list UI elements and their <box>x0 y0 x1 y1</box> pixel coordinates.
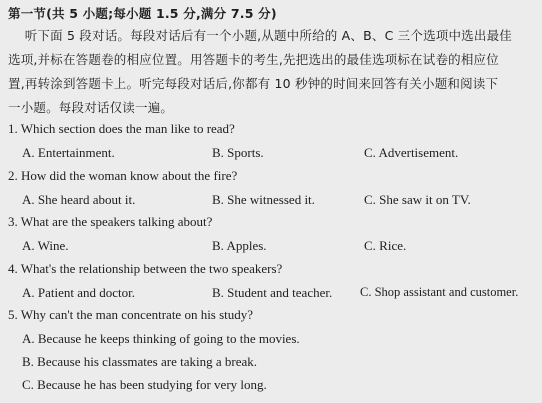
question-3-option-b[interactable]: B. Apples. <box>212 238 267 253</box>
question-3-option-a[interactable]: A. Wine. <box>22 238 69 253</box>
instruction-line: 选项,并标在答题卷的相应位置。用答题卡的考生,先把选出的最佳选项标在试卷的相应位 <box>8 52 499 67</box>
question-2-option-a[interactable]: A. She heard about it. <box>22 192 136 207</box>
question-2-option-b[interactable]: B. She witnessed it. <box>212 192 315 207</box>
question-5-option-c[interactable]: C. Because he has been studying for very long. <box>22 377 267 392</box>
instruction-line: 置,再转涂到答题卡上。听完每段对话后,你都有 10 秒钟的时间来回答有关小题和阅读下 <box>8 76 499 91</box>
question-5-stem: 5. Why can't the man concentrate on his study? <box>8 307 254 322</box>
question-1-option-c[interactable]: C. Advertisement. <box>364 145 459 160</box>
question-1-option-b[interactable]: B. Sports. <box>212 145 264 160</box>
question-4-option-a[interactable]: A. Patient and doctor. <box>22 285 136 300</box>
question-5-option-b[interactable]: B. Because his classmates are taking a break. <box>22 354 257 369</box>
question-4-stem: 4. What's the relationship between the two speakers? <box>8 261 283 276</box>
question-2-stem: 2. How did the woman know about the fire? <box>8 168 238 183</box>
question-4-option-b[interactable]: B. Student and teacher. <box>212 285 333 300</box>
question-1-stem: 1. Which section does the man like to read? <box>8 121 235 136</box>
instruction-line: 一小题。每段对话仅读一遍。 <box>8 100 174 115</box>
question-3-option-c[interactable]: C. Rice. <box>364 238 407 253</box>
question-2-option-c[interactable]: C. She saw it on TV. <box>364 192 471 207</box>
question-4-option-c[interactable]: C. Shop assistant and customer. <box>360 285 519 299</box>
instruction-line: 听下面 5 段对话。每段对话后有一个小题,从题中所给的 A、B、C 三个选项中选出最佳 <box>8 28 512 43</box>
question-1-option-a[interactable]: A. Entertainment. <box>22 145 115 160</box>
section-title: 第一节(共 5 小题;每小题 1.5 分,满分 7.5 分) <box>8 6 277 21</box>
question-3-stem: 3. What are the speakers talking about? <box>8 214 213 229</box>
question-5-option-a[interactable]: A. Because he keeps thinking of going to the movies. <box>22 331 300 346</box>
